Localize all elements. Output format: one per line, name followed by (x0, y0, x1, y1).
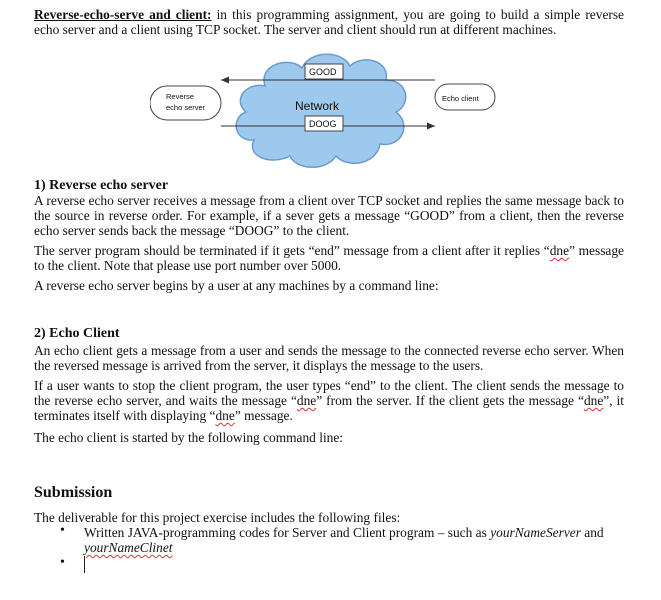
intro-text: in this programming assignment, you are going to build a simple reverse echo server and a client using TCP socket. The server and client should run at different machines. (34, 7, 624, 37)
bullet-2: • (60, 555, 65, 570)
item1-server-name: yourNameServer (490, 525, 581, 540)
submission-heading: Submission (34, 484, 113, 501)
section1-heading: 1) Reverse echo server (34, 178, 169, 193)
s2p2-word-dne-3: dne (215, 408, 235, 423)
left-node-label-1: Reverse (166, 92, 194, 101)
section1-paragraph-2 (34, 243, 624, 273)
section2-heading: 2) Echo Client (34, 326, 120, 341)
s2p2-text-b: ” from the server. If the client gets the message “ (316, 393, 584, 408)
s2p2-word-dne-1: dne (296, 393, 317, 408)
s1p2-word-dne: dne (549, 243, 570, 258)
item1-text-b: and (580, 525, 604, 540)
s2p2-text-a: If a user wants to stop the client program, the user types “end” to the client. The client sends the message to the reverse echo server, and waits the message “ (34, 378, 624, 408)
item1-text-a: Written JAVA-programming codes for Server and Client program – such as (84, 525, 491, 540)
assignment-title: Reverse-echo-serve and client: (34, 7, 212, 22)
bullet-1: • (60, 523, 65, 538)
s2p2-word-dne-2: dne (583, 393, 604, 408)
section1-paragraph-3: A reverse echo server begins by a user at any machines by a command line: (34, 278, 439, 293)
message-doog: DOOG (309, 119, 337, 129)
left-node-label-2: echo server (166, 103, 206, 112)
s2p2-text-d: ” message. (234, 408, 293, 423)
section1-paragraph-1: A reverse echo server receives a message from a client over TCP socket and replies the same message back to the source in reverse order. For example, if a sever gets a message “GOOD” from a client, then the reverse echo server sends back the message “DOOG” to the client. (34, 193, 624, 238)
section2-paragraph-3: The echo client is started by the following command line: (34, 430, 344, 445)
network-label: Network (295, 99, 340, 113)
submission-intro: The deliverable for this project exercise includes the following files: (34, 510, 401, 525)
network-diagram (150, 48, 500, 178)
s1p2-text-a: The server program should be terminated if it gets “end” message from a client after it replies “ (34, 243, 550, 258)
arrow-bottom-head (427, 123, 435, 130)
section2-paragraph-1: An echo client gets a message from a user and sends the message to the connected reverse echo server. When the reversed message is arrived from the server, it displays the message to the users. (34, 343, 624, 373)
right-node-label: Echo client (442, 94, 479, 103)
section2-paragraph-2 (34, 378, 624, 423)
message-good: GOOD (309, 67, 337, 77)
arrow-top-head (221, 77, 229, 84)
s2p2-text-c: ”, it terminates itself with displaying “ (34, 393, 624, 423)
submission-item-1 (84, 525, 624, 555)
text-cursor[interactable] (84, 556, 85, 573)
intro-paragraph (34, 7, 624, 37)
s1p2-text-b: ” message to the client. Note that please use port number over 5000. (34, 243, 624, 273)
item1-client-name: yourNameClinet (84, 540, 173, 555)
